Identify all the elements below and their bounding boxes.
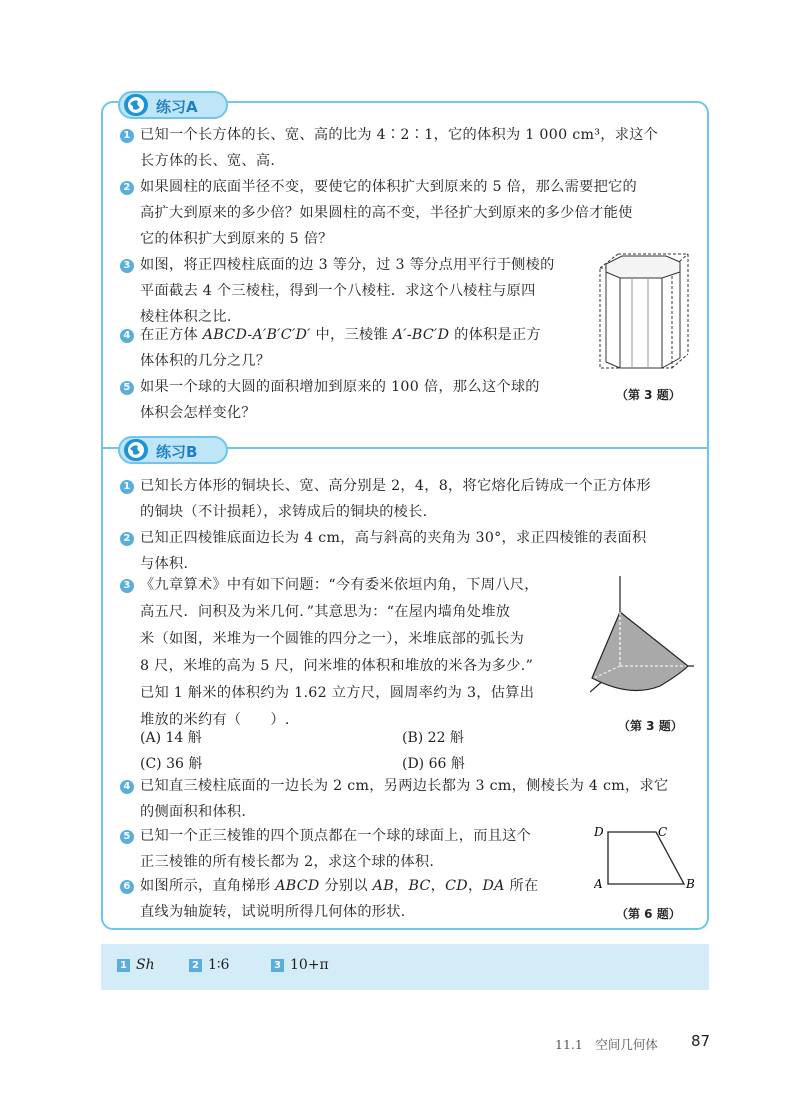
question-number: 1 xyxy=(120,480,134,494)
exercise-b-q4 xyxy=(120,773,669,825)
math-expression: BC xyxy=(408,878,431,894)
exercise-a-q4 xyxy=(120,322,541,374)
question-text: 中，三棱锥 xyxy=(310,327,393,343)
question-text: 长方体的长、宽、高. xyxy=(140,153,276,169)
question-text: ， xyxy=(393,878,409,894)
question-text: 《九章算术》中有如下问题：“今有委米依垣内角，下周八尺， xyxy=(140,577,539,593)
exercise-a-q5 xyxy=(120,374,540,426)
option-a: (A) 14 斛 xyxy=(140,730,202,746)
question-text: 已知正四棱锥底面边长为 4 cm，高与斜高的夹角为 30°，求正四棱锥的表面积 xyxy=(140,530,647,546)
answer-number: 2 xyxy=(189,959,202,972)
vertex-label-a: A xyxy=(594,877,603,891)
question-text: 直线为轴旋转，试说明所得几何体的形状. xyxy=(140,904,406,920)
answer-text: 1∶6 xyxy=(208,957,230,973)
question-text: 平面截去 4 个三棱柱，得到一个八棱柱．求这个八棱柱与原四 xyxy=(140,283,536,299)
math-expression: ABCD-A′B′C′D′ xyxy=(202,327,311,343)
question-text: 米（如图，米堆为一个圆锥的四分之一），米堆底部的弧长为 xyxy=(140,631,525,647)
question-number: 3 xyxy=(120,259,134,273)
question-text: 体体积的几分之几？ xyxy=(140,353,271,369)
footer-section-title: 11.1 空间几何体 xyxy=(555,1037,658,1052)
option-c: (C) 36 斛 xyxy=(140,756,203,772)
answer-text: 10+π xyxy=(290,957,329,973)
exercise-b-q3 xyxy=(120,572,539,734)
question-text: 已知 1 斛米的体积约为 1.62 立方尺，圆周率约为 3，估算出 xyxy=(140,685,535,701)
option-d: (D) 66 斛 xyxy=(402,756,465,772)
exercise-a-title: 练习A xyxy=(156,98,198,116)
question-text: 棱柱体积之比. xyxy=(140,309,232,325)
exercise-a-q1 xyxy=(120,122,658,174)
question-text: 如图所示，直角梯形 xyxy=(140,878,276,894)
question-text: 如果圆柱的底面半径不变，要使它的体积扩大到原来的 5 倍，那么需要把它的 xyxy=(140,179,638,195)
answers-strip xyxy=(101,944,709,990)
math-expression: DA xyxy=(482,878,505,894)
question-text: 堆放的米约有（ ）. xyxy=(140,712,290,728)
exercise-b-q6 xyxy=(120,873,538,925)
answer-number: 3 xyxy=(271,959,284,972)
page-number: 87 xyxy=(691,1032,711,1050)
vertex-label-c: C xyxy=(658,825,668,839)
question-text: 所在 xyxy=(504,878,539,894)
question-text: 8 尺，米堆的高为 5 尺，问米堆的体积和堆放的米各为多少.” xyxy=(140,658,534,674)
exercise-b-q5 xyxy=(120,823,531,875)
rice-pile-figure xyxy=(590,570,700,710)
question-text: 体积会怎样变化？ xyxy=(140,405,256,421)
question-text: 分别以 xyxy=(319,878,373,894)
question-text: 正三棱锥的所有棱长都为 2，求这个球的体积. xyxy=(140,854,435,870)
question-number: 4 xyxy=(120,329,134,343)
globe-icon xyxy=(124,439,148,461)
answer-number: 1 xyxy=(117,959,130,972)
question-number: 5 xyxy=(120,830,134,844)
question-text: 已知直三棱柱底面的一边长为 2 cm，另两边长都为 3 cm，侧棱长为 4 cm，求它 xyxy=(140,778,669,794)
exercise-a-tab xyxy=(118,91,228,119)
question-number: 1 xyxy=(120,129,134,143)
figure-caption: （第 6 题） xyxy=(616,907,681,921)
exercise-a-q2 xyxy=(120,174,637,252)
question-text: 的侧面积和体积. xyxy=(140,804,247,820)
math-expression: AB xyxy=(372,878,394,894)
question-text: 已知长方体形的铜块长、宽、高分别是 2，4，8，将它熔化后铸成一个正方体形 xyxy=(140,478,651,494)
option-b: (B) 22 斛 xyxy=(402,730,464,746)
figure-caption: （第 3 题） xyxy=(616,388,681,402)
answer-3 xyxy=(271,957,329,973)
question-text: 在正方体 xyxy=(140,327,203,343)
question-text: 与体积. xyxy=(140,556,189,572)
answer-2 xyxy=(189,957,229,973)
vertex-label-b: B xyxy=(686,877,695,891)
exercise-b-title: 练习B xyxy=(156,443,198,461)
question-text: 的体积是正方 xyxy=(449,327,542,343)
answer-text: Sh xyxy=(136,957,155,973)
question-number: 2 xyxy=(120,181,134,195)
question-text: ， xyxy=(467,878,483,894)
math-expression: ABCD xyxy=(275,878,320,894)
question-text: 高扩大到原来的多少倍？如果圆柱的高不变，半径扩大到原来的多少倍才能使 xyxy=(140,205,633,221)
answer-1 xyxy=(117,957,155,973)
question-text: 已知一个长方体的长、宽、高的比为 4∶2∶1，它的体积为 1 000 cm³，求这个 xyxy=(140,127,659,143)
exercise-b-tab xyxy=(118,436,228,464)
vertex-label-d: D xyxy=(594,825,604,839)
question-text: ， xyxy=(430,878,446,894)
question-text: 如果一个球的大圆的面积增加到原来的 100 倍，那么这个球的 xyxy=(140,379,540,395)
question-number: 3 xyxy=(120,579,134,593)
trapezoid-figure xyxy=(594,822,700,894)
question-text: 已知一个正三棱锥的四个顶点都在一个球的球面上，而且这个 xyxy=(140,828,532,844)
question-number: 4 xyxy=(120,780,134,794)
question-text: 如图，将正四棱柱底面的边 3 等分，过 3 等分点用平行于侧棱的 xyxy=(140,257,555,273)
question-number: 5 xyxy=(120,381,134,395)
globe-icon xyxy=(124,94,148,116)
question-text: 高五尺．问积及为米几何．”其意思为：“在屋内墙角处堆放 xyxy=(140,604,511,620)
question-number: 2 xyxy=(120,532,134,546)
question-text: 它的体积扩大到原来的 5 倍？ xyxy=(140,231,333,247)
figure-caption: （第 3 题） xyxy=(618,719,683,733)
exercise-b-q2 xyxy=(120,525,646,577)
question-text: 的铜块（不计损耗），求铸成后的铜块的棱长. xyxy=(140,504,428,520)
exercise-b-q1 xyxy=(120,473,651,525)
octagonal-prism-figure xyxy=(592,248,692,378)
question-number: 6 xyxy=(120,880,134,894)
math-expression: CD xyxy=(445,878,468,894)
exercise-a-q3 xyxy=(120,252,555,330)
math-expression: A′-BC′D xyxy=(392,327,450,343)
